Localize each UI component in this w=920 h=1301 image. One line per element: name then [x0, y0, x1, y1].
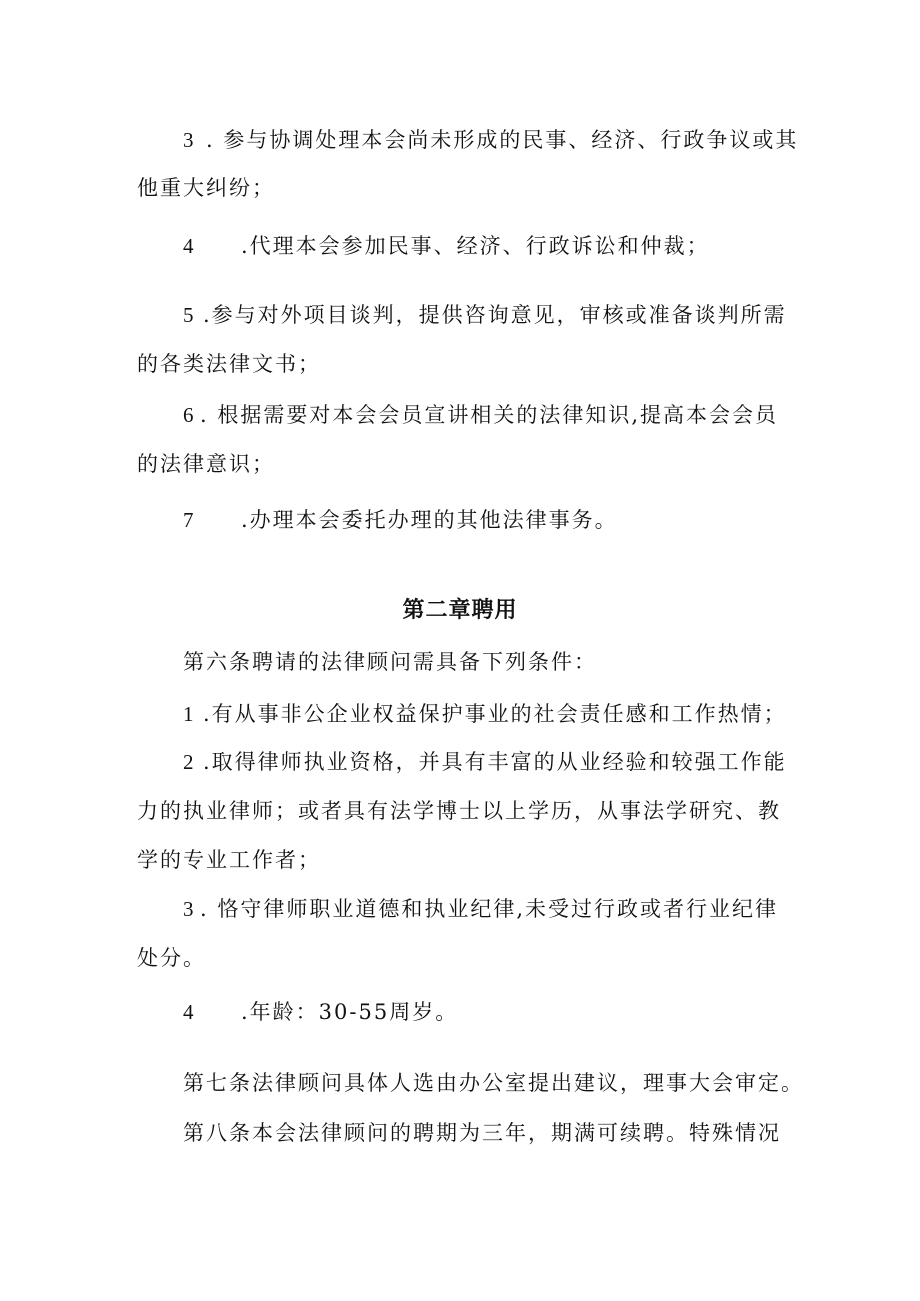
item-number: 6: [183, 403, 196, 427]
item-number: 5: [183, 303, 196, 327]
item-text-continued: 处分。: [137, 946, 206, 970]
item-number: 3: [183, 897, 196, 921]
item-text: . 参与协调处理本会尚未形成的民事、经济、行政争议或其: [206, 128, 799, 152]
item-text-continued: 的各类法律文书；: [137, 352, 321, 376]
item-text: .取得律师执业资格，并具有丰富的从业经验和较强工作能: [203, 750, 787, 774]
item-number: 7: [183, 508, 196, 532]
item-text: .代理本会参加民事、经济、行政诉讼和仲裁；: [241, 234, 710, 258]
item-text-continued: 学的专业工作者；: [137, 848, 321, 872]
item-number: 3: [183, 128, 196, 152]
item-text: .有从事非公企业权益保护事业的社会责任感和工作热情；: [203, 702, 787, 726]
article-text: 第七条法律顾问具体人选由办公室提出建议，理事大会审定。: [183, 1071, 804, 1095]
item-text: .参与对外项目谈判，提供咨询意见，审核或准备谈判所需: [203, 303, 787, 327]
item-text: . 根据需要对本会会员宣讲相关的法律知识,提高本会会员: [200, 403, 779, 427]
item-text: . 恪守律师职业道德和执业纪律,未受过行政或者行业纪律: [200, 897, 779, 921]
item-text-continued: 力的执业律师；或者具有法学博士以上学历，从事法学研究、教: [137, 799, 781, 823]
item-number: 1: [183, 702, 196, 726]
item-number: 4: [183, 234, 196, 258]
chapter-title: 第二章聘用: [402, 598, 518, 623]
item-text-continued: 的法律意识；: [137, 452, 275, 476]
article-text: 第六条聘请的法律顾问需具备下列条件：: [183, 650, 597, 674]
article-text: 第八条本会法律顾问的聘期为三年，期满可续聘。特殊情况: [183, 1121, 781, 1145]
item-number: 4: [183, 1000, 196, 1024]
item-text: .办理本会委托办理的其他法律事务。: [241, 508, 618, 532]
item-number: 2: [183, 750, 196, 774]
item-text: .年龄：30-55周岁。: [241, 1000, 459, 1024]
item-text-continued: 他重大纠纷；: [137, 176, 275, 200]
